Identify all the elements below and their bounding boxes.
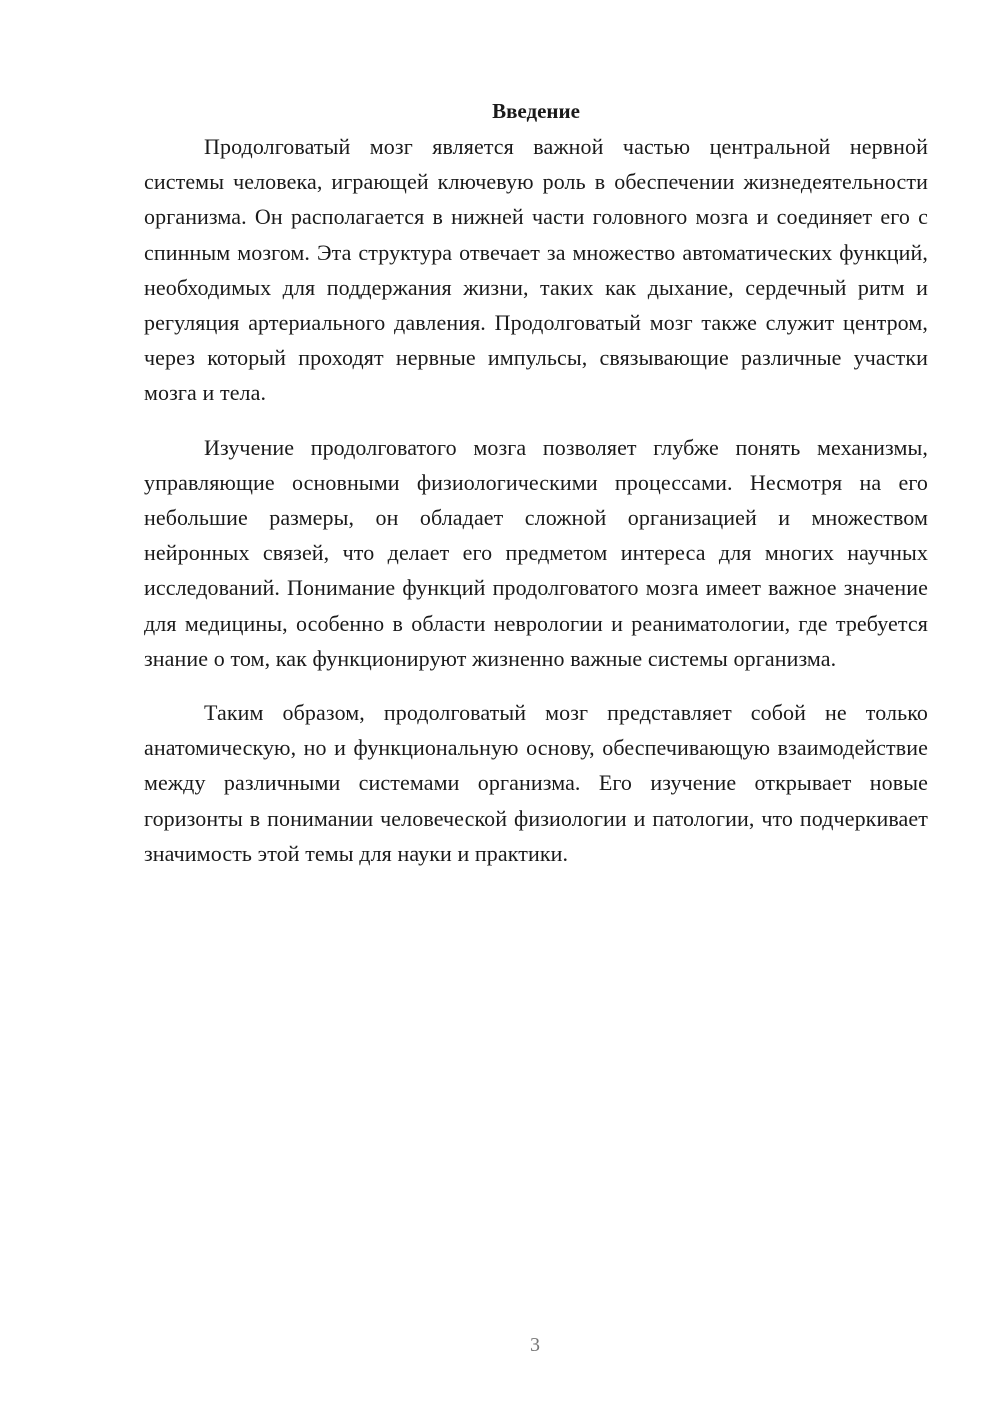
section-heading: Введение bbox=[492, 99, 580, 123]
paragraph-2: Изучение продолговатого мозга позволяет глубже понять механизмы, управляющие основными физиологическими процессами. Несмотря на его небольшие размеры, он обладает сложной организацией и множеством нейронных связей, что делает его предметом интереса для многих научных исследований. Понимание функций продолговатого мозга имеет важное значение для медицины, особенно в области неврологии и реаниматологии, где требуется знание о том, как функционируют жизненно важные системы организма. bbox=[144, 434, 928, 671]
page-number: 3 bbox=[530, 1334, 540, 1356]
paragraph-1: Продолговатый мозг является важной частью центральной нервной системы человека, играющей ключевую роль в обеспечении жизнедеятельности организма. Он располагается в нижней части головного мозга и соединяет его с спинным мозгом. Эта структура отвечает за множество автоматических функций, необходимых для поддержания жизни, таких как дыхание, сердечный ритм и регуляция артериального давления. Продолговатый мозг также служит центром, через который проходят нервные импульсы, связывающие различные участки мозга и тела. bbox=[144, 134, 928, 406]
page-content bbox=[144, 94, 928, 871]
paragraph-3: Таким образом, продолговатый мозг представляет собой не только анатомическую, но и функциональную основу, обеспечивающую взаимодействие между различными системами организма. Его изучение открывает новые горизонты в понимании человеческой физиологии и патологии, что подчеркивает значимость этой темы для науки и практики. bbox=[144, 700, 928, 866]
